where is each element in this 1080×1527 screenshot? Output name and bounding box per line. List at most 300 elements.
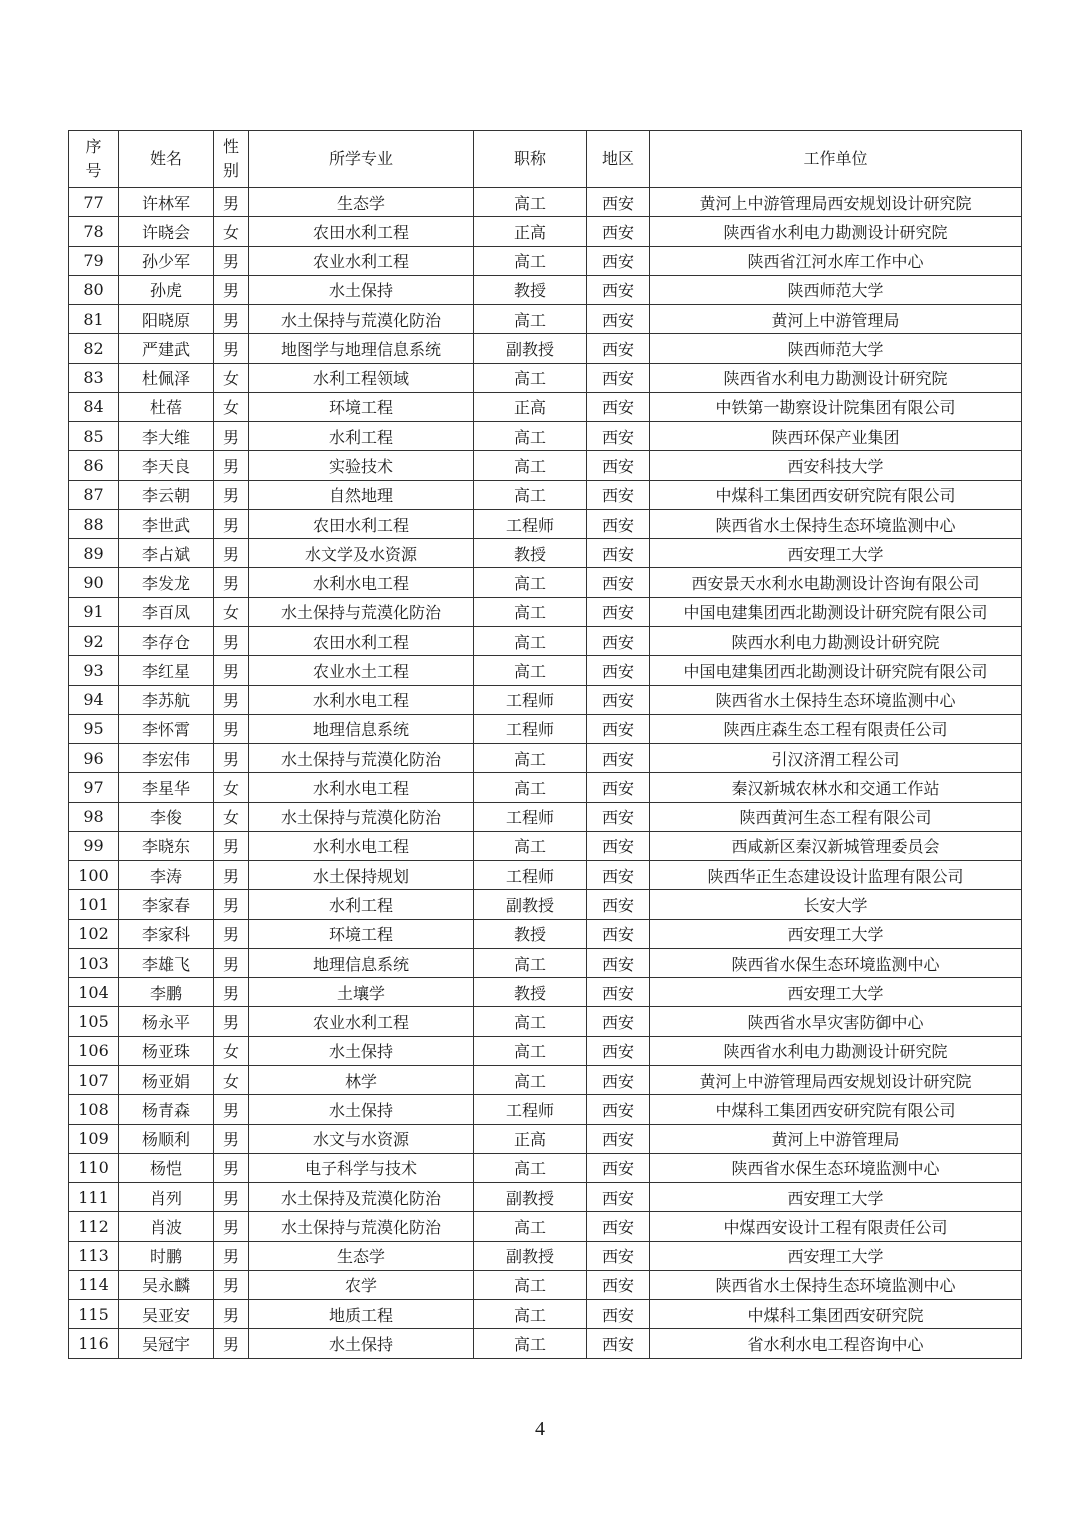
cell-gender: 男 — [214, 422, 249, 451]
header-gender: 性 别 — [214, 131, 249, 188]
cell-region: 西安 — [587, 919, 650, 948]
header-name: 姓名 — [119, 131, 214, 188]
cell-major: 水利工程 — [249, 422, 474, 451]
cell-gender: 男 — [214, 568, 249, 597]
table-row — [69, 1153, 1022, 1182]
cell-gender: 男 — [214, 1329, 249, 1358]
cell-name: 李怀霄 — [119, 714, 214, 743]
cell-major: 土壤学 — [249, 978, 474, 1007]
cell-region: 西安 — [587, 480, 650, 509]
cell-employer: 陕西省水利电力勘测设计研究院 — [650, 1036, 1022, 1065]
cell-name: 李大维 — [119, 422, 214, 451]
cell-name: 李苏航 — [119, 685, 214, 714]
cell-region: 西安 — [587, 1270, 650, 1299]
header-serial-number: 序 号 — [69, 131, 119, 188]
cell-serial-number: 77 — [69, 188, 119, 217]
cell-name: 吴永麟 — [119, 1270, 214, 1299]
cell-title: 高工 — [474, 1300, 587, 1329]
cell-employer: 陕西师范大学 — [650, 334, 1022, 363]
cell-serial-number: 88 — [69, 509, 119, 538]
cell-major: 农田水利工程 — [249, 217, 474, 246]
cell-region: 西安 — [587, 831, 650, 860]
cell-region: 西安 — [587, 246, 650, 275]
cell-region: 西安 — [587, 714, 650, 743]
cell-gender: 男 — [214, 275, 249, 304]
cell-major: 水土保持与荒漠化防治 — [249, 802, 474, 831]
cell-name: 阳晓原 — [119, 305, 214, 334]
table-row — [69, 275, 1022, 304]
cell-serial-number: 87 — [69, 480, 119, 509]
cell-name: 杨亚珠 — [119, 1036, 214, 1065]
cell-gender: 女 — [214, 363, 249, 392]
cell-title: 教授 — [474, 539, 587, 568]
table-row — [69, 188, 1022, 217]
cell-gender: 男 — [214, 451, 249, 480]
cell-serial-number: 102 — [69, 919, 119, 948]
cell-major: 地理信息系统 — [249, 948, 474, 977]
cell-serial-number: 116 — [69, 1329, 119, 1358]
table-row — [69, 1270, 1022, 1299]
cell-employer: 黄河上中游管理局 — [650, 305, 1022, 334]
cell-employer: 陕西省江河水库工作中心 — [650, 246, 1022, 275]
cell-employer: 陕西省水土保持生态环境监测中心 — [650, 509, 1022, 538]
cell-employer: 西安理工大学 — [650, 1183, 1022, 1212]
cell-name: 肖列 — [119, 1183, 214, 1212]
cell-name: 严建武 — [119, 334, 214, 363]
cell-employer: 陕西华正生态建设设计监理有限公司 — [650, 861, 1022, 890]
cell-serial-number: 89 — [69, 539, 119, 568]
cell-employer: 陕西省水保生态环境监测中心 — [650, 948, 1022, 977]
cell-name: 许林军 — [119, 188, 214, 217]
cell-gender: 男 — [214, 685, 249, 714]
cell-gender: 男 — [214, 861, 249, 890]
header-title: 职称 — [474, 131, 587, 188]
table-row — [69, 451, 1022, 480]
cell-title: 教授 — [474, 275, 587, 304]
cell-gender: 男 — [214, 480, 249, 509]
cell-title: 高工 — [474, 626, 587, 655]
cell-serial-number: 106 — [69, 1036, 119, 1065]
cell-title: 高工 — [474, 948, 587, 977]
cell-gender: 男 — [214, 714, 249, 743]
cell-employer: 陕西省水土保持生态环境监测中心 — [650, 685, 1022, 714]
cell-major: 农田水利工程 — [249, 509, 474, 538]
cell-region: 西安 — [587, 685, 650, 714]
cell-serial-number: 110 — [69, 1153, 119, 1182]
cell-employer: 陕西省水利电力勘测设计研究院 — [650, 217, 1022, 246]
cell-serial-number: 84 — [69, 392, 119, 421]
cell-major: 水利工程 — [249, 890, 474, 919]
cell-serial-number: 113 — [69, 1241, 119, 1270]
cell-name: 杜佩泽 — [119, 363, 214, 392]
cell-gender: 男 — [214, 656, 249, 685]
table-row — [69, 305, 1022, 334]
cell-title: 工程师 — [474, 714, 587, 743]
cell-region: 西安 — [587, 1095, 650, 1124]
cell-serial-number: 95 — [69, 714, 119, 743]
header-region: 地区 — [587, 131, 650, 188]
cell-serial-number: 81 — [69, 305, 119, 334]
cell-employer: 中国电建集团西北勘测设计研究院有限公司 — [650, 597, 1022, 626]
cell-title: 高工 — [474, 656, 587, 685]
cell-employer: 省水利水电工程咨询中心 — [650, 1329, 1022, 1358]
expert-roster-table — [68, 130, 1022, 1359]
cell-major: 环境工程 — [249, 919, 474, 948]
cell-region: 西安 — [587, 1007, 650, 1036]
cell-major: 生态学 — [249, 188, 474, 217]
cell-employer: 陕西省水旱灾害防御中心 — [650, 1007, 1022, 1036]
cell-name: 李云朝 — [119, 480, 214, 509]
cell-region: 西安 — [587, 773, 650, 802]
cell-major: 农田水利工程 — [249, 626, 474, 655]
cell-gender: 女 — [214, 1036, 249, 1065]
cell-region: 西安 — [587, 626, 650, 655]
cell-serial-number: 83 — [69, 363, 119, 392]
cell-major: 地图学与地理信息系统 — [249, 334, 474, 363]
cell-title: 高工 — [474, 1329, 587, 1358]
cell-title: 正高 — [474, 392, 587, 421]
cell-employer: 长安大学 — [650, 890, 1022, 919]
cell-title: 副教授 — [474, 334, 587, 363]
cell-serial-number: 90 — [69, 568, 119, 597]
cell-employer: 黄河上中游管理局西安规划设计研究院 — [650, 188, 1022, 217]
cell-gender: 女 — [214, 773, 249, 802]
cell-employer: 中煤科工集团西安研究院 — [650, 1300, 1022, 1329]
cell-major: 地理信息系统 — [249, 714, 474, 743]
cell-gender: 男 — [214, 305, 249, 334]
cell-serial-number: 105 — [69, 1007, 119, 1036]
cell-title: 高工 — [474, 744, 587, 773]
table-row — [69, 1124, 1022, 1153]
cell-title: 高工 — [474, 1036, 587, 1065]
cell-major: 农业水利工程 — [249, 246, 474, 275]
cell-gender: 男 — [214, 1095, 249, 1124]
cell-gender: 女 — [214, 802, 249, 831]
cell-employer: 西安理工大学 — [650, 919, 1022, 948]
cell-region: 西安 — [587, 1212, 650, 1241]
cell-name: 李雄飞 — [119, 948, 214, 977]
cell-name: 李存仓 — [119, 626, 214, 655]
cell-gender: 男 — [214, 626, 249, 655]
cell-major: 水土保持与荒漠化防治 — [249, 1212, 474, 1241]
cell-name: 吴亚安 — [119, 1300, 214, 1329]
cell-gender: 男 — [214, 890, 249, 919]
cell-name: 杨顺利 — [119, 1124, 214, 1153]
table-row — [69, 1036, 1022, 1065]
cell-gender: 男 — [214, 1124, 249, 1153]
table-row — [69, 539, 1022, 568]
cell-title: 高工 — [474, 363, 587, 392]
cell-serial-number: 101 — [69, 890, 119, 919]
table-row — [69, 1212, 1022, 1241]
cell-name: 李百凤 — [119, 597, 214, 626]
cell-serial-number: 112 — [69, 1212, 119, 1241]
cell-region: 西安 — [587, 334, 650, 363]
table-row — [69, 802, 1022, 831]
cell-major: 电子科学与技术 — [249, 1153, 474, 1182]
cell-serial-number: 98 — [69, 802, 119, 831]
table-row — [69, 1065, 1022, 1094]
cell-title: 教授 — [474, 919, 587, 948]
cell-region: 西安 — [587, 1065, 650, 1094]
cell-employer: 中铁第一勘察设计院集团有限公司 — [650, 392, 1022, 421]
table-row — [69, 422, 1022, 451]
cell-title: 副教授 — [474, 1241, 587, 1270]
cell-region: 西安 — [587, 1329, 650, 1358]
table-row — [69, 1241, 1022, 1270]
cell-title: 高工 — [474, 1153, 587, 1182]
cell-name: 杜蓓 — [119, 392, 214, 421]
cell-employer: 中煤科工集团西安研究院有限公司 — [650, 1095, 1022, 1124]
cell-name: 时鹏 — [119, 1241, 214, 1270]
cell-gender: 男 — [214, 188, 249, 217]
cell-gender: 男 — [214, 1270, 249, 1299]
cell-gender: 男 — [214, 948, 249, 977]
cell-gender: 女 — [214, 1065, 249, 1094]
table-row — [69, 480, 1022, 509]
table-row — [69, 1329, 1022, 1358]
cell-employer: 中国电建集团西北勘测设计研究院有限公司 — [650, 656, 1022, 685]
cell-name: 李鹏 — [119, 978, 214, 1007]
table-row — [69, 217, 1022, 246]
cell-major: 水土保持 — [249, 1036, 474, 1065]
cell-name: 杨恺 — [119, 1153, 214, 1182]
header-employer: 工作单位 — [650, 131, 1022, 188]
cell-serial-number: 79 — [69, 246, 119, 275]
cell-employer: 陕西水利电力勘测设计研究院 — [650, 626, 1022, 655]
cell-gender: 女 — [214, 597, 249, 626]
table-row — [69, 1095, 1022, 1124]
cell-employer: 陕西师范大学 — [650, 275, 1022, 304]
table-row — [69, 890, 1022, 919]
table-row — [69, 363, 1022, 392]
table-row — [69, 1007, 1022, 1036]
cell-name: 李晓东 — [119, 831, 214, 860]
cell-name: 吴冠宇 — [119, 1329, 214, 1358]
cell-name: 李星华 — [119, 773, 214, 802]
cell-major: 实验技术 — [249, 451, 474, 480]
cell-gender: 男 — [214, 1212, 249, 1241]
cell-region: 西安 — [587, 392, 650, 421]
cell-title: 工程师 — [474, 685, 587, 714]
cell-employer: 西安理工大学 — [650, 539, 1022, 568]
table-row — [69, 246, 1022, 275]
cell-title: 高工 — [474, 597, 587, 626]
cell-serial-number: 114 — [69, 1270, 119, 1299]
cell-title: 副教授 — [474, 890, 587, 919]
cell-serial-number: 97 — [69, 773, 119, 802]
cell-region: 西安 — [587, 890, 650, 919]
table-row — [69, 714, 1022, 743]
cell-employer: 秦汉新城农林水和交通工作站 — [650, 773, 1022, 802]
cell-region: 西安 — [587, 568, 650, 597]
cell-title: 工程师 — [474, 861, 587, 890]
cell-name: 李发龙 — [119, 568, 214, 597]
cell-title: 高工 — [474, 1007, 587, 1036]
cell-name: 杨青森 — [119, 1095, 214, 1124]
cell-major: 水土保持 — [249, 1329, 474, 1358]
cell-gender: 男 — [214, 1300, 249, 1329]
cell-gender: 女 — [214, 217, 249, 246]
header-major: 所学专业 — [249, 131, 474, 188]
cell-serial-number: 93 — [69, 656, 119, 685]
cell-major: 林学 — [249, 1065, 474, 1094]
cell-major: 水土保持与荒漠化防治 — [249, 744, 474, 773]
cell-title: 高工 — [474, 480, 587, 509]
cell-region: 西安 — [587, 948, 650, 977]
table-header — [69, 131, 1022, 188]
cell-serial-number: 107 — [69, 1065, 119, 1094]
cell-serial-number: 91 — [69, 597, 119, 626]
cell-serial-number: 99 — [69, 831, 119, 860]
cell-region: 西安 — [587, 1153, 650, 1182]
cell-name: 李家春 — [119, 890, 214, 919]
cell-name: 孙少军 — [119, 246, 214, 275]
cell-major: 自然地理 — [249, 480, 474, 509]
cell-region: 西安 — [587, 305, 650, 334]
cell-employer: 中煤科工集团西安研究院有限公司 — [650, 480, 1022, 509]
cell-region: 西安 — [587, 861, 650, 890]
cell-name: 李世武 — [119, 509, 214, 538]
cell-major: 水土保持 — [249, 1095, 474, 1124]
cell-major: 水利水电工程 — [249, 831, 474, 860]
cell-serial-number: 100 — [69, 861, 119, 890]
cell-employer: 西咸新区秦汉新城管理委员会 — [650, 831, 1022, 860]
cell-name: 李红星 — [119, 656, 214, 685]
cell-region: 西安 — [587, 1183, 650, 1212]
cell-region: 西安 — [587, 597, 650, 626]
cell-gender: 男 — [214, 831, 249, 860]
cell-major: 水利工程领域 — [249, 363, 474, 392]
cell-gender: 男 — [214, 978, 249, 1007]
cell-region: 西安 — [587, 1300, 650, 1329]
cell-serial-number: 80 — [69, 275, 119, 304]
cell-title: 高工 — [474, 422, 587, 451]
cell-title: 正高 — [474, 217, 587, 246]
cell-major: 水文与水资源 — [249, 1124, 474, 1153]
cell-region: 西安 — [587, 188, 650, 217]
cell-name: 孙虎 — [119, 275, 214, 304]
cell-serial-number: 92 — [69, 626, 119, 655]
cell-title: 高工 — [474, 451, 587, 480]
cell-region: 西安 — [587, 802, 650, 831]
cell-major: 农业水土工程 — [249, 656, 474, 685]
cell-region: 西安 — [587, 1241, 650, 1270]
cell-major: 环境工程 — [249, 392, 474, 421]
cell-region: 西安 — [587, 1124, 650, 1153]
cell-title: 高工 — [474, 831, 587, 860]
cell-employer: 黄河上中游管理局 — [650, 1124, 1022, 1153]
table-row — [69, 978, 1022, 1007]
cell-serial-number: 109 — [69, 1124, 119, 1153]
table-row — [69, 948, 1022, 977]
cell-serial-number: 108 — [69, 1095, 119, 1124]
cell-serial-number: 78 — [69, 217, 119, 246]
cell-employer: 陕西省水保生态环境监测中心 — [650, 1153, 1022, 1182]
table-row — [69, 568, 1022, 597]
cell-name: 李天良 — [119, 451, 214, 480]
cell-title: 正高 — [474, 1124, 587, 1153]
cell-serial-number: 104 — [69, 978, 119, 1007]
cell-major: 水文学及水资源 — [249, 539, 474, 568]
cell-title: 工程师 — [474, 509, 587, 538]
cell-title: 高工 — [474, 1212, 587, 1241]
table-row — [69, 1300, 1022, 1329]
cell-gender: 男 — [214, 334, 249, 363]
cell-gender: 男 — [214, 1007, 249, 1036]
table-row — [69, 334, 1022, 363]
table-row — [69, 773, 1022, 802]
cell-major: 农学 — [249, 1270, 474, 1299]
cell-name: 肖波 — [119, 1212, 214, 1241]
cell-gender: 男 — [214, 246, 249, 275]
cell-serial-number: 86 — [69, 451, 119, 480]
cell-region: 西安 — [587, 656, 650, 685]
cell-name: 李家科 — [119, 919, 214, 948]
cell-region: 西安 — [587, 744, 650, 773]
cell-gender: 男 — [214, 919, 249, 948]
cell-name: 许晓会 — [119, 217, 214, 246]
cell-major: 地质工程 — [249, 1300, 474, 1329]
cell-employer: 陕西省水利电力勘测设计研究院 — [650, 363, 1022, 392]
cell-region: 西安 — [587, 978, 650, 1007]
cell-major: 水土保持及荒漠化防治 — [249, 1183, 474, 1212]
cell-region: 西安 — [587, 509, 650, 538]
table-row — [69, 597, 1022, 626]
cell-title: 高工 — [474, 246, 587, 275]
cell-major: 水利水电工程 — [249, 773, 474, 802]
cell-name: 李涛 — [119, 861, 214, 890]
cell-title: 副教授 — [474, 1183, 587, 1212]
table-row — [69, 744, 1022, 773]
cell-gender: 男 — [214, 539, 249, 568]
cell-title: 高工 — [474, 305, 587, 334]
cell-region: 西安 — [587, 451, 650, 480]
cell-title: 高工 — [474, 188, 587, 217]
cell-gender: 男 — [214, 509, 249, 538]
cell-major: 生态学 — [249, 1241, 474, 1270]
cell-gender: 男 — [214, 1241, 249, 1270]
cell-employer: 西安科技大学 — [650, 451, 1022, 480]
table-row — [69, 919, 1022, 948]
cell-serial-number: 94 — [69, 685, 119, 714]
cell-employer: 中煤西安设计工程有限责任公司 — [650, 1212, 1022, 1241]
cell-region: 西安 — [587, 275, 650, 304]
cell-serial-number: 82 — [69, 334, 119, 363]
table-row — [69, 685, 1022, 714]
table-row — [69, 509, 1022, 538]
table-row — [69, 656, 1022, 685]
cell-employer: 陕西庄森生态工程有限责任公司 — [650, 714, 1022, 743]
cell-title: 工程师 — [474, 1095, 587, 1124]
cell-serial-number: 85 — [69, 422, 119, 451]
cell-major: 水土保持 — [249, 275, 474, 304]
cell-employer: 西安理工大学 — [650, 978, 1022, 1007]
cell-name: 杨亚娟 — [119, 1065, 214, 1094]
table-row — [69, 861, 1022, 890]
cell-serial-number: 96 — [69, 744, 119, 773]
cell-major: 水利水电工程 — [249, 568, 474, 597]
cell-major: 农业水利工程 — [249, 1007, 474, 1036]
cell-gender: 女 — [214, 392, 249, 421]
cell-employer: 黄河上中游管理局西安规划设计研究院 — [650, 1065, 1022, 1094]
cell-title: 高工 — [474, 1270, 587, 1299]
table-body — [69, 188, 1022, 1359]
table-row — [69, 392, 1022, 421]
table-row — [69, 1183, 1022, 1212]
cell-region: 西安 — [587, 539, 650, 568]
cell-serial-number: 111 — [69, 1183, 119, 1212]
